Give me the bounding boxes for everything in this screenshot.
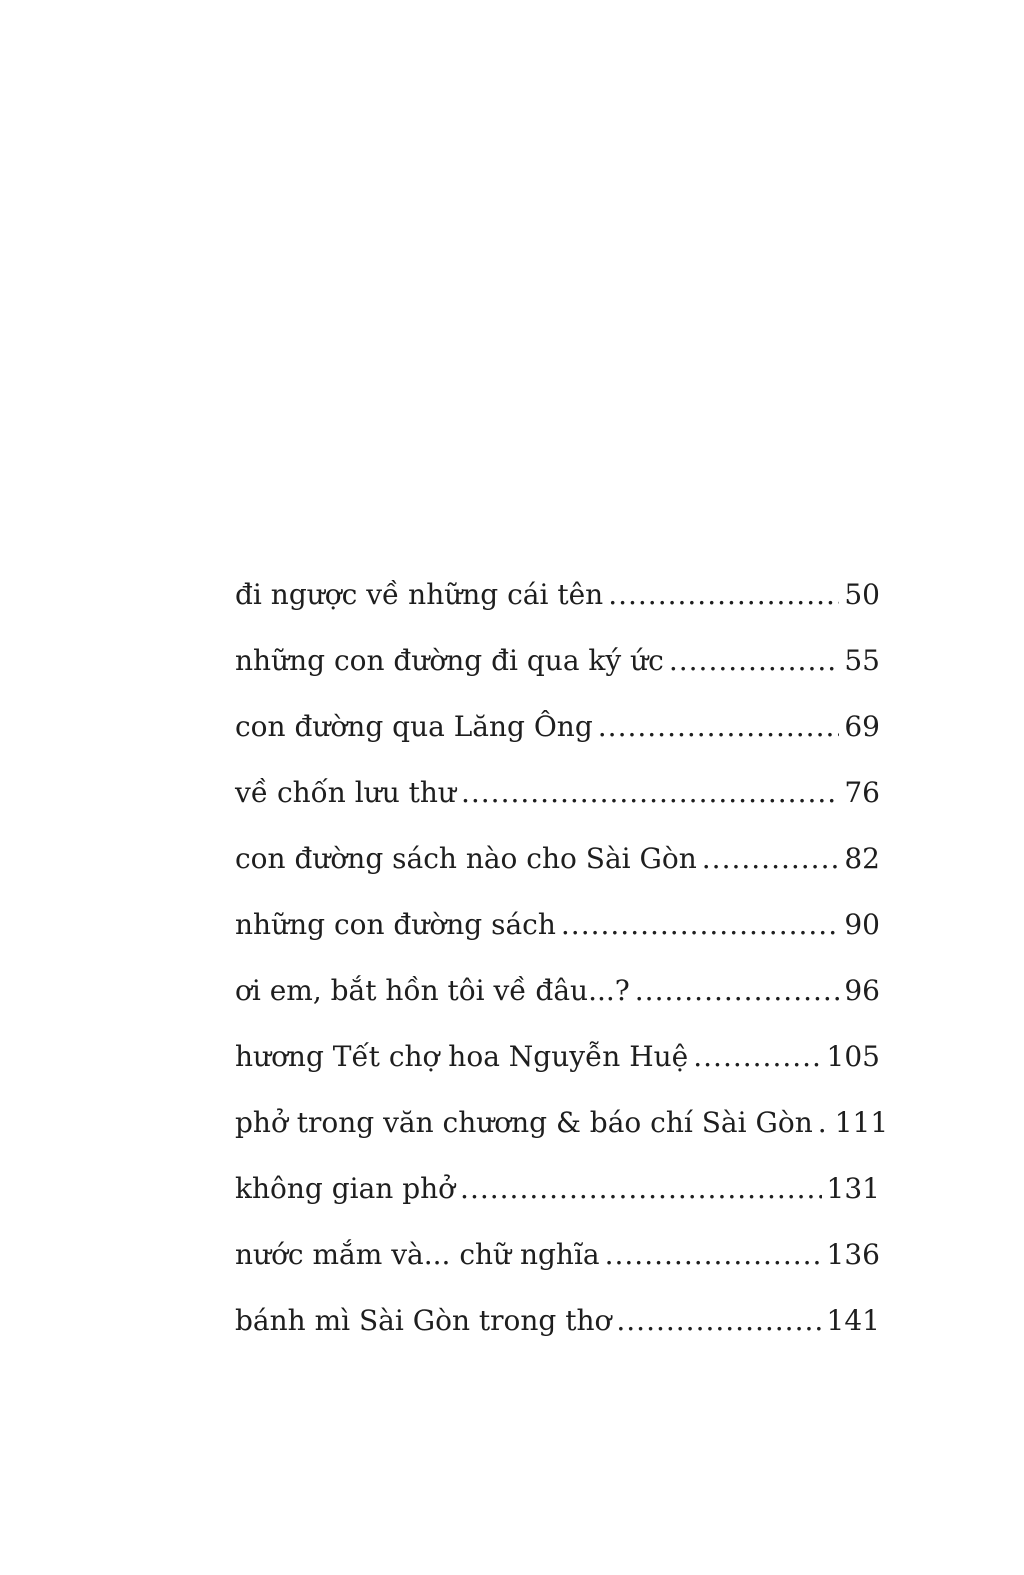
toc-entry-page: 105 — [826, 1040, 880, 1073]
toc-entry-title: hương Tết chợ hoa Nguyễn Huệ — [235, 1040, 689, 1073]
dot-leader — [605, 1240, 822, 1270]
toc-entry — [235, 580, 880, 610]
dot-leader — [561, 910, 839, 940]
toc-entry-page: 96 — [844, 974, 880, 1007]
dot-leader — [461, 778, 839, 808]
toc-entry-title: phở trong văn chương & báo chí Sài Gòn — [235, 1106, 813, 1139]
dot-leader — [818, 1108, 830, 1138]
toc-entry — [235, 1042, 880, 1072]
toc-entry — [235, 1174, 880, 1204]
toc-entry-page: 76 — [844, 776, 880, 809]
toc-entry-title: con đường qua Lăng Ông — [235, 710, 593, 743]
toc-entry — [235, 778, 880, 808]
dot-leader — [598, 712, 840, 742]
table-of-contents — [235, 578, 889, 1372]
toc-entry-title: những con đường đi qua ký ức — [235, 644, 664, 677]
toc-entry-page: 50 — [844, 578, 880, 611]
toc-entry-page: 69 — [844, 710, 880, 743]
toc-entry — [235, 1106, 889, 1139]
dot-leader — [608, 580, 839, 610]
toc-entry — [235, 910, 880, 940]
toc-entry-page: 136 — [826, 1238, 880, 1271]
toc-entry-title: những con đường sách — [235, 908, 556, 941]
toc-entry — [235, 1240, 880, 1270]
toc-entry — [235, 1306, 880, 1336]
toc-entry-title: về chốn lưu thư — [235, 776, 456, 809]
dot-leader — [702, 844, 840, 874]
toc-entry-page: 111 — [834, 1106, 889, 1139]
toc-entry-title: ơi em, bắt hồn tôi về đâu...? — [235, 974, 630, 1007]
dot-leader — [616, 1306, 821, 1336]
toc-entry-title: bánh mì Sài Gòn trong thơ — [235, 1304, 612, 1337]
toc-entry — [235, 646, 880, 676]
toc-entry-page: 141 — [826, 1304, 880, 1337]
toc-entry-page: 82 — [844, 842, 880, 875]
toc-entry-page: 90 — [844, 908, 880, 941]
toc-entry-title: không gian phở — [235, 1172, 456, 1205]
dot-leader — [460, 1174, 822, 1204]
dot-leader — [693, 1042, 821, 1072]
toc-entry-page: 131 — [826, 1172, 880, 1205]
toc-entry — [235, 712, 880, 742]
toc-entry-title: nước mắm và... chữ nghĩa — [235, 1238, 600, 1271]
dot-leader — [635, 976, 840, 1006]
toc-entry-title: đi ngược về những cái tên — [235, 578, 604, 611]
toc-entry — [235, 976, 880, 1006]
dot-leader — [669, 646, 840, 676]
toc-entry — [235, 844, 880, 874]
toc-entry-title: con đường sách nào cho Sài Gòn — [235, 842, 697, 875]
toc-entry-page: 55 — [844, 644, 880, 677]
